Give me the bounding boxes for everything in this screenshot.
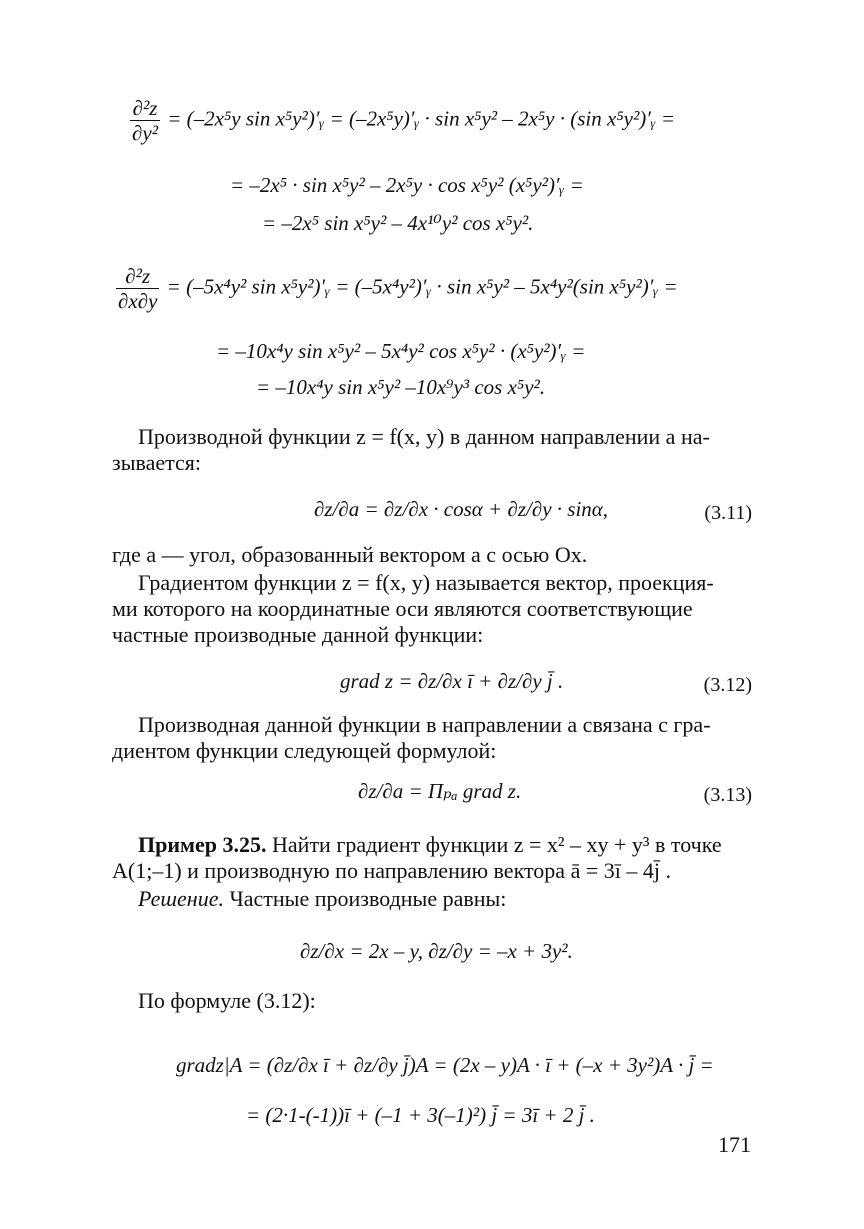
equation-line: = (–2x⁵y sin x⁵y²)′ᵧ = (–2x⁵y)′ᵧ · sin x⁵y² – 2x⁵y · (sin x⁵y²)′ᵧ =: [167, 106, 676, 131]
example-heading-line: [138, 832, 722, 858]
fraction: [130, 96, 160, 145]
equation-line: = (–5x⁴y² sin x⁵y²)′ᵧ = (–5x⁴y²)′ᵧ · sin x⁵y² – 5x⁴y²(sin x⁵y²)′ᵧ =: [166, 274, 678, 299]
equation-line: = –2x⁵ · sin x⁵y² – 2x⁵y · cos x⁵y² (x⁵y²)′ᵧ =: [230, 173, 584, 197]
solution-label: Решение.: [138, 886, 224, 911]
numerator: ∂²z: [116, 264, 159, 289]
paragraph-line: где a — угол, образованный вектором a с осью Ox.: [112, 542, 588, 567]
gradient-result: = (2·1-(-1))ī + (–1 + 3(–1)²) j̄ = 3ī + 2 j̄ .: [246, 1103, 595, 1127]
equation-mixed-derivative: [114, 264, 678, 313]
paragraph-line: Производной функции z = f(x, y) в данном направлении a на-: [138, 424, 710, 449]
example-label: Пример 3.25.: [138, 832, 267, 857]
denominator: ∂x∂y: [118, 289, 158, 313]
solution-text: Частные производные равны:: [229, 886, 507, 911]
paragraph-line: зывается:: [112, 450, 201, 475]
example-text: Найти градиент функции z = x² – xy + y³ в точке: [272, 832, 722, 857]
paragraph-line: диентом функции следующей формулой:: [112, 738, 497, 763]
equation-second-derivative-yy: [128, 96, 675, 145]
paragraph-line: частные производные данной функции:: [112, 622, 484, 647]
page-number: 171: [718, 1132, 751, 1157]
paragraph-line: Градиентом функции z = f(x, y) называется вектор, проекция-: [138, 570, 714, 595]
partial-derivatives: ∂z/∂x = 2x – y, ∂z/∂y = –x + 3y².: [300, 939, 573, 963]
formula-number: (3.11): [704, 502, 752, 524]
formula-number: (3.12): [703, 674, 752, 696]
formula-number: (3.13): [703, 784, 752, 806]
paragraph-line: ми которого на координатные оси являются соответствующие: [112, 596, 693, 621]
equation-line: = –2x⁵ sin x⁵y² – 4x¹⁰y² cos x⁵y².: [262, 211, 534, 235]
solution-line: [138, 886, 506, 912]
numerator: ∂²z: [130, 96, 160, 121]
formula-3-11: ∂z/∂a = ∂z/∂x · cosα + ∂z/∂y · sinα,: [314, 497, 609, 521]
formula-3-13: ∂z/∂a = Πₚₐ grad z.: [358, 779, 522, 803]
denominator: ∂y²: [132, 121, 158, 145]
paragraph-line: A(1;–1) и производную по направлению вектора ā = 3ī – 4j̄ .: [112, 858, 671, 883]
equation-line: = –10x⁴y sin x⁵y² –10x⁹y³ cos x⁵y².: [256, 375, 546, 399]
fraction: [116, 264, 159, 313]
paragraph-line: По формуле (3.12):: [138, 988, 316, 1013]
gradient-computation: gradz|A = (∂z/∂x ī + ∂z/∂y j̄)A = (2x – y)A · ī + (–x + 3y²)A · j̄ =: [176, 1053, 714, 1077]
paragraph-line: Производная данной функции в направлении a связана с гра-: [138, 712, 711, 737]
equation-line: = –10x⁴y sin x⁵y² – 5x⁴y² cos x⁵y² · (x⁵y²)′ᵧ =: [216, 339, 586, 363]
formula-3-12: grad z = ∂z/∂x ī + ∂z/∂y j̄ .: [340, 669, 564, 693]
